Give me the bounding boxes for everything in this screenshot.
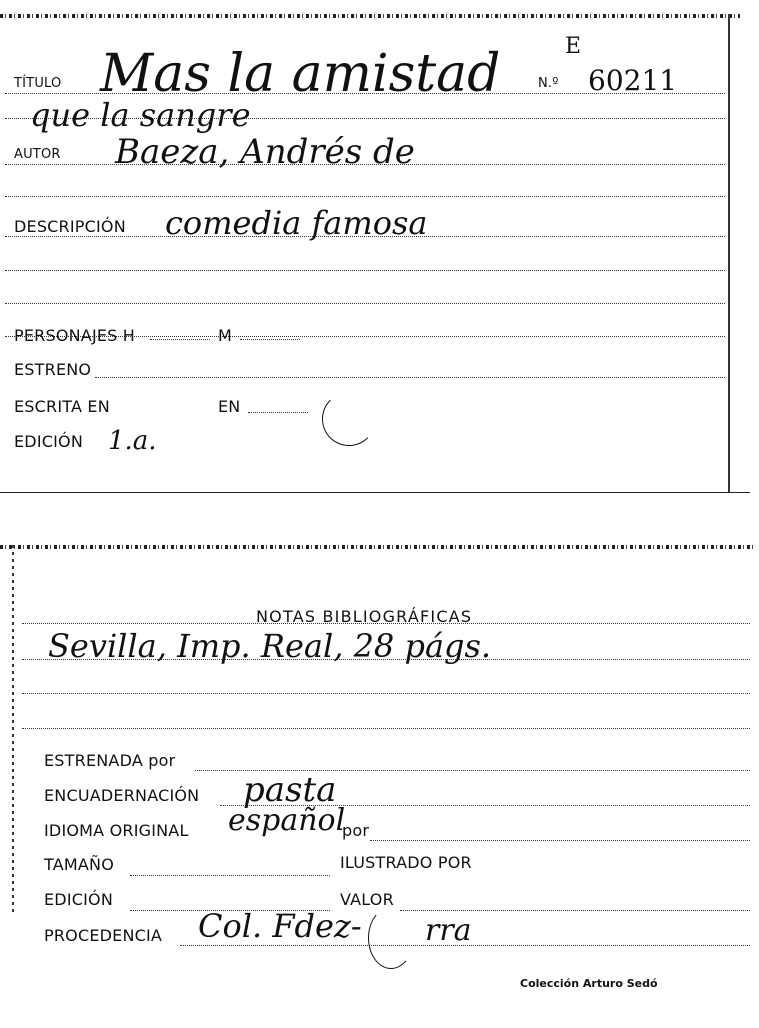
notas-label: NOTAS BIBLIOGRÁFICAS bbox=[256, 607, 473, 626]
rule bbox=[400, 910, 750, 911]
procedencia-label: PROCEDENCIA bbox=[44, 926, 163, 945]
procedencia-value: Col. Fdez- bbox=[198, 907, 362, 945]
collection-credit: Colección Arturo Sedó bbox=[520, 977, 658, 990]
encuadernacion-value: pasta bbox=[243, 770, 337, 810]
escrita-label: ESCRITA EN bbox=[14, 397, 110, 416]
numero-label: N.º bbox=[538, 76, 559, 91]
catalog-card-front bbox=[0, 14, 740, 492]
card-edge-left bbox=[12, 545, 14, 915]
idioma-label: IDIOMA ORIGINAL bbox=[44, 821, 189, 840]
valor-label: VALOR bbox=[340, 890, 394, 909]
edicion2-label: EDICIÓN bbox=[44, 890, 114, 909]
numero-value: 60211 bbox=[588, 64, 678, 97]
idioma-value: español bbox=[228, 803, 346, 838]
numero-prefix: E bbox=[565, 34, 582, 59]
encuadernacion-label: ENCUADERNACIÓN bbox=[44, 786, 200, 805]
rule bbox=[248, 412, 308, 413]
stamp-mark bbox=[322, 392, 376, 446]
card-edge-right bbox=[728, 14, 730, 492]
autor-value: Baeza, Andrés de bbox=[115, 132, 415, 172]
autor-label: AUTOR bbox=[14, 147, 61, 162]
rule bbox=[95, 377, 725, 378]
personajes-label: PERSONAJES H bbox=[14, 326, 136, 345]
titulo-value: Mas la amistad bbox=[100, 44, 501, 104]
tamano-label: TAMAÑO bbox=[44, 855, 114, 874]
rule bbox=[240, 339, 300, 340]
estrenada-label: ESTRENADA por bbox=[44, 751, 176, 770]
card-edge-top bbox=[0, 545, 755, 549]
stamp-mark bbox=[368, 907, 414, 969]
estreno-label: ESTRENO bbox=[14, 360, 92, 379]
rule bbox=[5, 196, 725, 197]
rule bbox=[150, 339, 210, 340]
procedencia-value-end: rra bbox=[425, 913, 472, 948]
rule bbox=[22, 728, 750, 729]
en-label: EN bbox=[218, 397, 241, 416]
titulo-value-line2: que la sangre bbox=[30, 96, 251, 134]
idioma-por-label: por bbox=[342, 821, 370, 840]
notas-value: Sevilla, Imp. Real, 28 págs. bbox=[48, 627, 492, 665]
titulo-label: TÍTULO bbox=[14, 76, 62, 91]
rule bbox=[5, 303, 725, 304]
rule bbox=[22, 693, 750, 694]
personajes-m-label: M bbox=[218, 326, 233, 345]
catalog-card-back bbox=[0, 545, 755, 1028]
descripcion-value: comedia famosa bbox=[165, 204, 428, 242]
card-edge-top bbox=[0, 14, 740, 18]
rule bbox=[5, 270, 725, 271]
ilustrado-label: ILUSTRADO POR bbox=[340, 853, 472, 872]
rule bbox=[370, 840, 750, 841]
edicion-value: 1.a. bbox=[108, 426, 157, 456]
descripcion-label: DESCRIPCIÓN bbox=[14, 217, 126, 236]
rule bbox=[130, 875, 330, 876]
card-separator bbox=[0, 492, 750, 493]
edicion-label: EDICIÓN bbox=[14, 432, 84, 451]
